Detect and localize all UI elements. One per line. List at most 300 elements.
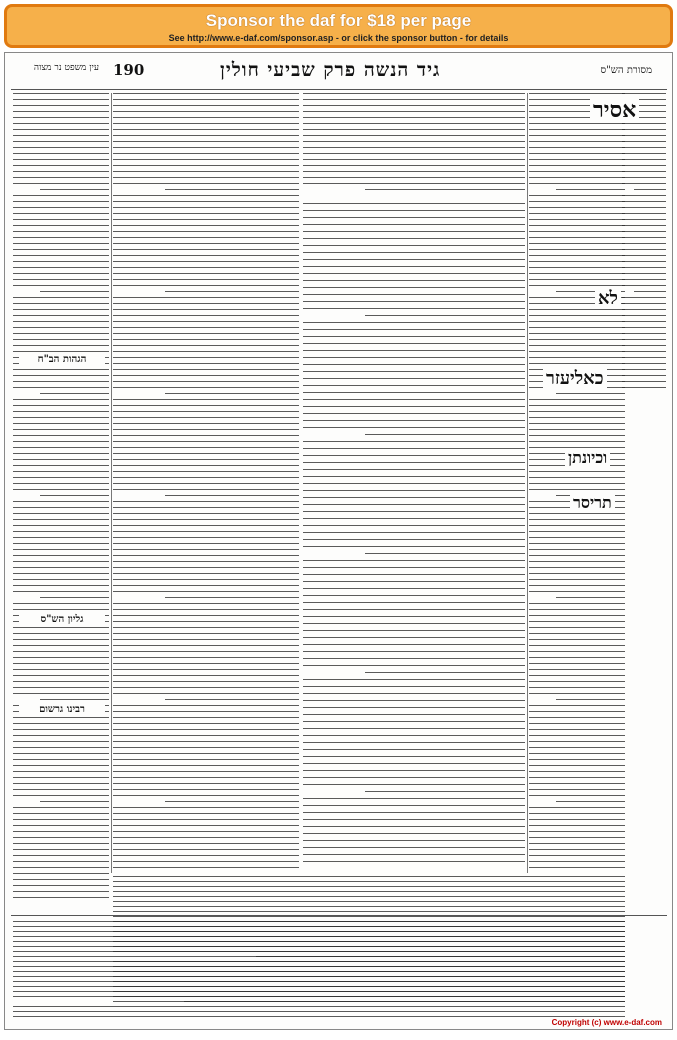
text-line bbox=[113, 789, 299, 790]
text-line bbox=[13, 267, 109, 268]
text-line bbox=[303, 644, 525, 645]
text-line bbox=[13, 405, 109, 406]
text-line bbox=[13, 951, 625, 952]
text-line bbox=[13, 789, 109, 790]
text-line bbox=[622, 153, 666, 154]
text-line bbox=[303, 343, 525, 344]
text-line bbox=[529, 177, 625, 178]
talmud-page bbox=[4, 52, 673, 1030]
text-line bbox=[529, 225, 625, 226]
sponsor-title[interactable]: Sponsor the daf for $18 per page bbox=[205, 11, 472, 30]
text-line bbox=[113, 249, 299, 250]
text-line bbox=[113, 531, 299, 532]
text-line bbox=[529, 843, 625, 844]
text-line bbox=[13, 777, 109, 778]
text-line bbox=[113, 351, 299, 352]
text-line bbox=[13, 555, 109, 556]
text-line bbox=[13, 177, 109, 178]
text-line bbox=[303, 546, 525, 547]
text-line bbox=[184, 1001, 625, 1002]
text-line bbox=[529, 423, 625, 424]
text-line bbox=[113, 741, 299, 742]
text-line bbox=[303, 469, 525, 470]
text-line bbox=[529, 525, 625, 526]
text-line bbox=[13, 483, 109, 484]
text-line bbox=[303, 518, 525, 519]
text-line bbox=[13, 543, 109, 544]
text-line bbox=[13, 201, 109, 202]
text-line bbox=[303, 805, 525, 806]
text-line bbox=[303, 728, 525, 729]
text-line bbox=[113, 867, 299, 868]
text-line bbox=[303, 406, 525, 407]
text-line bbox=[622, 129, 666, 130]
text-line bbox=[365, 434, 525, 435]
text-line bbox=[529, 351, 625, 352]
text-line bbox=[303, 462, 525, 463]
text-line bbox=[113, 423, 299, 424]
text-line bbox=[622, 357, 666, 358]
text-line bbox=[113, 483, 299, 484]
text-line bbox=[303, 560, 525, 561]
text-line bbox=[13, 339, 109, 340]
text-line bbox=[113, 303, 299, 304]
text-line bbox=[529, 621, 625, 622]
text-line bbox=[303, 336, 525, 337]
sponsor-subtitle[interactable]: See http://www.e-daf.com/sponsor.asp - or click the sponsor button - for details bbox=[168, 33, 509, 43]
text-line bbox=[303, 686, 525, 687]
text-line bbox=[113, 519, 299, 520]
text-line bbox=[113, 777, 299, 778]
text-line bbox=[113, 321, 299, 322]
text-line bbox=[529, 867, 625, 868]
text-line bbox=[622, 363, 666, 364]
text-line bbox=[303, 665, 525, 666]
text-line bbox=[529, 825, 625, 826]
margin-notes-column bbox=[13, 93, 109, 913]
text-line bbox=[113, 165, 299, 166]
text-line bbox=[113, 675, 299, 676]
text-line bbox=[13, 591, 109, 592]
text-line bbox=[13, 609, 109, 610]
text-line bbox=[113, 615, 299, 616]
text-line bbox=[622, 345, 666, 346]
text-line bbox=[13, 936, 625, 937]
text-line bbox=[556, 699, 625, 700]
text-line bbox=[13, 99, 109, 100]
text-line bbox=[13, 926, 625, 927]
text-line bbox=[13, 891, 109, 892]
text-line bbox=[622, 369, 666, 370]
column-divider bbox=[527, 93, 528, 873]
text-line bbox=[622, 297, 666, 298]
text-line bbox=[529, 711, 625, 712]
text-line bbox=[165, 699, 299, 700]
text-line bbox=[529, 675, 625, 676]
text-line bbox=[634, 291, 666, 292]
text-line bbox=[303, 441, 525, 442]
text-line bbox=[13, 897, 109, 898]
text-line bbox=[529, 315, 625, 316]
text-line bbox=[13, 981, 625, 982]
text-line bbox=[303, 770, 525, 771]
text-line bbox=[113, 177, 299, 178]
text-line bbox=[529, 279, 625, 280]
text-line bbox=[529, 399, 625, 400]
text-line bbox=[13, 285, 109, 286]
text-line bbox=[113, 411, 299, 412]
text-line bbox=[303, 630, 525, 631]
text-line bbox=[622, 309, 666, 310]
text-line bbox=[113, 369, 299, 370]
text-line bbox=[13, 135, 109, 136]
text-line bbox=[113, 759, 299, 760]
text-line bbox=[303, 637, 525, 638]
text-line bbox=[529, 411, 625, 412]
text-line bbox=[13, 675, 109, 676]
text-line bbox=[13, 693, 109, 694]
text-line bbox=[529, 567, 625, 568]
text-line bbox=[113, 717, 299, 718]
text-line bbox=[113, 267, 299, 268]
text-line bbox=[13, 219, 109, 220]
text-line bbox=[113, 855, 299, 856]
text-line bbox=[303, 609, 525, 610]
text-line bbox=[303, 525, 525, 526]
text-line bbox=[529, 729, 625, 730]
text-line bbox=[303, 511, 525, 512]
text-line bbox=[113, 459, 299, 460]
text-line bbox=[13, 213, 109, 214]
text-line bbox=[303, 784, 525, 785]
text-line bbox=[303, 203, 525, 204]
text-line bbox=[529, 165, 625, 166]
text-line bbox=[13, 105, 109, 106]
text-line bbox=[13, 153, 109, 154]
text-line bbox=[622, 195, 666, 196]
text-line bbox=[303, 833, 525, 834]
text-line bbox=[529, 735, 625, 736]
text-line bbox=[113, 375, 299, 376]
text-line bbox=[303, 99, 525, 100]
text-line bbox=[113, 309, 299, 310]
text-line bbox=[113, 663, 299, 664]
text-line bbox=[113, 501, 299, 502]
text-line bbox=[113, 916, 625, 917]
text-line bbox=[113, 147, 299, 148]
text-line bbox=[303, 350, 525, 351]
text-line bbox=[113, 573, 299, 574]
text-line bbox=[113, 543, 299, 544]
text-line bbox=[13, 783, 109, 784]
text-line bbox=[113, 621, 299, 622]
text-line bbox=[529, 231, 625, 232]
text-line bbox=[529, 135, 625, 136]
text-line bbox=[13, 976, 625, 977]
opening-word: אסיר bbox=[590, 97, 639, 123]
text-line bbox=[303, 273, 525, 274]
text-line bbox=[13, 1016, 625, 1017]
commentary-column-left bbox=[113, 93, 299, 873]
text-line bbox=[303, 826, 525, 827]
text-line bbox=[113, 765, 299, 766]
text-line bbox=[13, 825, 109, 826]
text-line bbox=[13, 885, 109, 886]
text-line bbox=[113, 345, 299, 346]
text-line bbox=[13, 387, 109, 388]
text-line bbox=[529, 639, 625, 640]
text-line bbox=[13, 327, 109, 328]
text-line bbox=[303, 602, 525, 603]
text-line bbox=[303, 707, 525, 708]
text-line bbox=[13, 231, 109, 232]
text-line bbox=[303, 117, 525, 118]
text-line bbox=[556, 189, 625, 190]
text-line bbox=[529, 795, 625, 796]
text-line bbox=[13, 243, 109, 244]
text-line bbox=[13, 795, 109, 796]
text-line bbox=[622, 249, 666, 250]
text-line bbox=[13, 961, 625, 962]
text-line bbox=[113, 795, 299, 796]
text-line bbox=[13, 663, 109, 664]
text-line bbox=[365, 791, 525, 792]
text-line bbox=[113, 723, 299, 724]
text-line bbox=[529, 669, 625, 670]
text-line bbox=[165, 393, 299, 394]
text-line bbox=[529, 123, 625, 124]
text-line bbox=[303, 588, 525, 589]
text-line bbox=[13, 117, 109, 118]
text-line bbox=[529, 183, 625, 184]
text-line bbox=[113, 213, 299, 214]
text-line bbox=[303, 301, 525, 302]
text-line bbox=[13, 537, 109, 538]
text-line bbox=[13, 465, 109, 466]
text-line bbox=[529, 837, 625, 838]
text-line bbox=[303, 574, 525, 575]
text-line bbox=[303, 153, 525, 154]
text-line bbox=[13, 573, 109, 574]
text-line bbox=[622, 213, 666, 214]
text-line bbox=[529, 555, 625, 556]
text-line bbox=[303, 763, 525, 764]
text-line bbox=[529, 531, 625, 532]
text-line bbox=[113, 896, 625, 897]
text-line bbox=[40, 291, 109, 292]
text-line bbox=[303, 159, 525, 160]
text-line bbox=[13, 123, 109, 124]
text-line bbox=[303, 714, 525, 715]
text-line bbox=[303, 210, 525, 211]
text-line bbox=[113, 639, 299, 640]
text-line bbox=[529, 141, 625, 142]
text-line bbox=[113, 906, 625, 907]
text-line bbox=[529, 201, 625, 202]
gilyon-heading: גליון הש"ס bbox=[19, 613, 105, 626]
text-line bbox=[365, 315, 525, 316]
text-line bbox=[303, 700, 525, 701]
text-line bbox=[529, 663, 625, 664]
text-line bbox=[13, 549, 109, 550]
text-line bbox=[529, 831, 625, 832]
text-line bbox=[529, 741, 625, 742]
text-line bbox=[303, 497, 525, 498]
text-line bbox=[13, 375, 109, 376]
text-line bbox=[13, 345, 109, 346]
text-line bbox=[529, 657, 625, 658]
text-line bbox=[529, 441, 625, 442]
copyright-notice[interactable]: Copyright (c) www.e-daf.com bbox=[551, 1018, 662, 1027]
text-line bbox=[622, 375, 666, 376]
text-line bbox=[113, 627, 299, 628]
text-line bbox=[113, 771, 299, 772]
text-line bbox=[529, 405, 625, 406]
text-line bbox=[303, 427, 525, 428]
text-line bbox=[622, 303, 666, 304]
text-line bbox=[13, 147, 109, 148]
text-line bbox=[13, 435, 109, 436]
text-line bbox=[622, 327, 666, 328]
text-line bbox=[303, 798, 525, 799]
text-line bbox=[113, 453, 299, 454]
text-line bbox=[622, 243, 666, 244]
text-line bbox=[113, 123, 299, 124]
text-line bbox=[113, 753, 299, 754]
text-line bbox=[529, 357, 625, 358]
text-line bbox=[529, 333, 625, 334]
text-line bbox=[303, 93, 525, 94]
text-line bbox=[303, 861, 525, 862]
text-line bbox=[13, 93, 109, 94]
text-line bbox=[529, 255, 625, 256]
text-line bbox=[13, 531, 109, 532]
text-line bbox=[303, 840, 525, 841]
text-line bbox=[113, 117, 299, 118]
text-line bbox=[529, 549, 625, 550]
text-line bbox=[303, 287, 525, 288]
text-line bbox=[13, 991, 625, 992]
text-line bbox=[303, 504, 525, 505]
text-line bbox=[40, 699, 109, 700]
text-line bbox=[113, 651, 299, 652]
text-line bbox=[529, 579, 625, 580]
text-line bbox=[13, 585, 109, 586]
text-line bbox=[622, 387, 666, 388]
text-line bbox=[303, 532, 525, 533]
text-line bbox=[113, 285, 299, 286]
text-line bbox=[113, 315, 299, 316]
text-line bbox=[13, 471, 109, 472]
text-line bbox=[529, 513, 625, 514]
text-line bbox=[303, 483, 525, 484]
page-number: 190 bbox=[113, 61, 145, 79]
text-line bbox=[113, 471, 299, 472]
text-line bbox=[303, 812, 525, 813]
commentary-column-right bbox=[529, 93, 625, 873]
text-line bbox=[13, 165, 109, 166]
text-line bbox=[13, 873, 109, 874]
text-line bbox=[13, 921, 625, 922]
text-line bbox=[113, 729, 299, 730]
text-line bbox=[13, 255, 109, 256]
text-line bbox=[529, 609, 625, 610]
text-line bbox=[622, 207, 666, 208]
text-line bbox=[303, 721, 525, 722]
text-line bbox=[113, 567, 299, 568]
text-line bbox=[303, 490, 525, 491]
text-line bbox=[303, 245, 525, 246]
text-line bbox=[529, 339, 625, 340]
masoret-column bbox=[622, 93, 666, 393]
text-line bbox=[365, 672, 525, 673]
text-line bbox=[113, 489, 299, 490]
text-line bbox=[113, 807, 299, 808]
text-line bbox=[529, 435, 625, 436]
text-line bbox=[556, 597, 625, 598]
text-line bbox=[303, 111, 525, 112]
text-line bbox=[622, 315, 666, 316]
text-line bbox=[113, 153, 299, 154]
text-line bbox=[529, 147, 625, 148]
text-line bbox=[13, 603, 109, 604]
footnote-divider bbox=[11, 915, 667, 916]
text-line bbox=[113, 669, 299, 670]
text-line bbox=[113, 693, 299, 694]
text-line bbox=[13, 849, 109, 850]
text-line bbox=[529, 537, 625, 538]
text-line bbox=[13, 519, 109, 520]
text-line bbox=[529, 171, 625, 172]
text-line bbox=[529, 249, 625, 250]
text-line bbox=[113, 219, 299, 220]
text-line bbox=[113, 231, 299, 232]
text-line bbox=[13, 579, 109, 580]
text-line bbox=[622, 177, 666, 178]
text-line bbox=[113, 99, 299, 100]
text-line bbox=[13, 351, 109, 352]
text-line bbox=[113, 681, 299, 682]
text-line bbox=[529, 573, 625, 574]
text-line bbox=[13, 411, 109, 412]
text-line bbox=[13, 1006, 625, 1007]
text-line bbox=[529, 645, 625, 646]
text-line bbox=[303, 616, 525, 617]
text-line bbox=[113, 657, 299, 658]
text-line bbox=[13, 309, 109, 310]
text-line bbox=[13, 249, 109, 250]
text-line bbox=[40, 393, 109, 394]
text-line bbox=[113, 525, 299, 526]
text-line bbox=[113, 279, 299, 280]
text-line bbox=[529, 687, 625, 688]
text-line bbox=[13, 819, 109, 820]
page-title: גיד הנשה פרק שביעי חולין bbox=[220, 59, 441, 81]
sponsor-banner[interactable] bbox=[4, 4, 673, 48]
text-line bbox=[529, 777, 625, 778]
text-line bbox=[303, 735, 525, 736]
text-line bbox=[13, 561, 109, 562]
text-line bbox=[622, 225, 666, 226]
text-line bbox=[13, 867, 109, 868]
text-line bbox=[529, 243, 625, 244]
text-line bbox=[13, 747, 109, 748]
text-line bbox=[622, 255, 666, 256]
text-line bbox=[113, 687, 299, 688]
text-line bbox=[303, 581, 525, 582]
text-line bbox=[113, 537, 299, 538]
text-line bbox=[113, 603, 299, 604]
